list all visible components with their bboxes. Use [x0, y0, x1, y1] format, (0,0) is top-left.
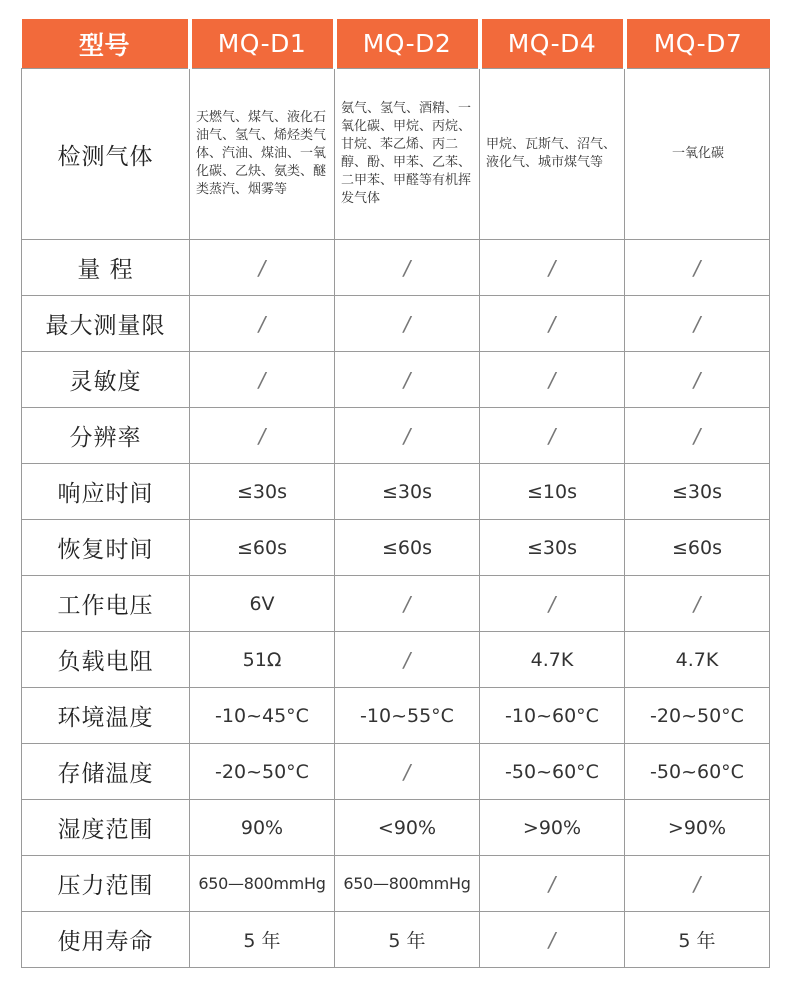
table-row — [22, 912, 770, 968]
model-header-d7: MQ-D7 — [625, 19, 770, 69]
table-cell: 5 年 — [190, 912, 335, 968]
row-label: 环境温度 — [22, 688, 190, 744]
table-cell: / — [625, 240, 770, 296]
table-cell: -20~50°C — [190, 744, 335, 800]
table-cell: ≤10s — [480, 464, 625, 520]
table-cell: 4.7K — [625, 632, 770, 688]
model-header-d1: MQ-D1 — [190, 19, 335, 69]
table-cell: / — [190, 296, 335, 352]
table-cell: / — [625, 576, 770, 632]
row-label: 最大测量限 — [22, 296, 190, 352]
table-row — [22, 576, 770, 632]
table-cell: / — [190, 240, 335, 296]
table-cell: -20~50°C — [625, 688, 770, 744]
table-row — [22, 856, 770, 912]
table-cell: / — [335, 240, 480, 296]
table-row — [22, 296, 770, 352]
table-row — [22, 688, 770, 744]
table-row — [22, 800, 770, 856]
table-cell: / — [190, 352, 335, 408]
table-cell: 51Ω — [190, 632, 335, 688]
model-header-d2: MQ-D2 — [335, 19, 480, 69]
table-row — [22, 744, 770, 800]
table-cell: / — [480, 576, 625, 632]
table-cell: / — [335, 632, 480, 688]
table-cell: <90% — [335, 800, 480, 856]
row-label: 湿度范围 — [22, 800, 190, 856]
table-row-gas — [22, 69, 770, 240]
model-header-label: 型号 — [22, 19, 190, 69]
table-cell: >90% — [625, 800, 770, 856]
table-cell: / — [625, 856, 770, 912]
table-cell: -10~45°C — [190, 688, 335, 744]
table-cell: ≤60s — [625, 520, 770, 576]
table-cell: / — [335, 296, 480, 352]
header-row — [22, 19, 770, 69]
table-cell: / — [625, 408, 770, 464]
gas-cell-d1: 天燃气、煤气、液化石油气、氢气、烯烃类气体、汽油、煤油、一氧化碳、乙炔、氨类、醚类蒸汽、烟雾等 — [190, 69, 335, 240]
table-cell: / — [625, 352, 770, 408]
table-cell: ≤30s — [335, 464, 480, 520]
table-cell: ≤30s — [480, 520, 625, 576]
table-cell: -50~60°C — [625, 744, 770, 800]
row-label: 工作电压 — [22, 576, 190, 632]
table-cell: 650—800mmHg — [335, 856, 480, 912]
row-label: 压力范围 — [22, 856, 190, 912]
table-cell: 4.7K — [480, 632, 625, 688]
gas-cell-d4: 甲烷、瓦斯气、沼气、液化气、城市煤气等 — [480, 69, 625, 240]
table-cell: -50~60°C — [480, 744, 625, 800]
gas-cell-d2: 氨气、氢气、酒精、一氧化碳、甲烷、丙烷、甘烷、苯乙烯、丙二醇、酚、甲苯、乙苯、二甲苯、甲醛等有机挥发气体 — [335, 69, 480, 240]
table-row — [22, 408, 770, 464]
table-cell: / — [335, 408, 480, 464]
row-label: 恢复时间 — [22, 520, 190, 576]
table-cell: / — [335, 352, 480, 408]
row-label: 负载电阻 — [22, 632, 190, 688]
table-cell: -10~55°C — [335, 688, 480, 744]
table-cell: / — [480, 912, 625, 968]
row-label: 灵敏度 — [22, 352, 190, 408]
row-label: 使用寿命 — [22, 912, 190, 968]
table-cell: / — [190, 408, 335, 464]
table-cell: ≤60s — [335, 520, 480, 576]
row-label: 量 程 — [22, 240, 190, 296]
table-cell: ≤60s — [190, 520, 335, 576]
table-cell: / — [480, 856, 625, 912]
table-row — [22, 632, 770, 688]
table-cell: >90% — [480, 800, 625, 856]
table-row — [22, 520, 770, 576]
table-cell: ≤30s — [190, 464, 335, 520]
table-cell: -10~60°C — [480, 688, 625, 744]
table-cell: 5 年 — [625, 912, 770, 968]
table-cell: 650—800mmHg — [190, 856, 335, 912]
table-cell: 90% — [190, 800, 335, 856]
row-label: 检测气体 — [22, 69, 190, 240]
table-row — [22, 352, 770, 408]
row-label: 存储温度 — [22, 744, 190, 800]
table-cell: 6V — [190, 576, 335, 632]
table-cell: / — [480, 296, 625, 352]
table-row — [22, 464, 770, 520]
table-cell: / — [480, 240, 625, 296]
table-row — [22, 240, 770, 296]
row-label: 分辨率 — [22, 408, 190, 464]
gas-cell-d7: 一氧化碳 — [625, 69, 770, 240]
table-cell: / — [480, 408, 625, 464]
table-cell: / — [480, 352, 625, 408]
table-cell: / — [335, 744, 480, 800]
model-header-d4: MQ-D4 — [480, 19, 625, 69]
table-cell: ≤30s — [625, 464, 770, 520]
table-cell: 5 年 — [335, 912, 480, 968]
row-label: 响应时间 — [22, 464, 190, 520]
table-cell: / — [625, 296, 770, 352]
table-cell: / — [335, 576, 480, 632]
spec-table — [21, 19, 770, 968]
